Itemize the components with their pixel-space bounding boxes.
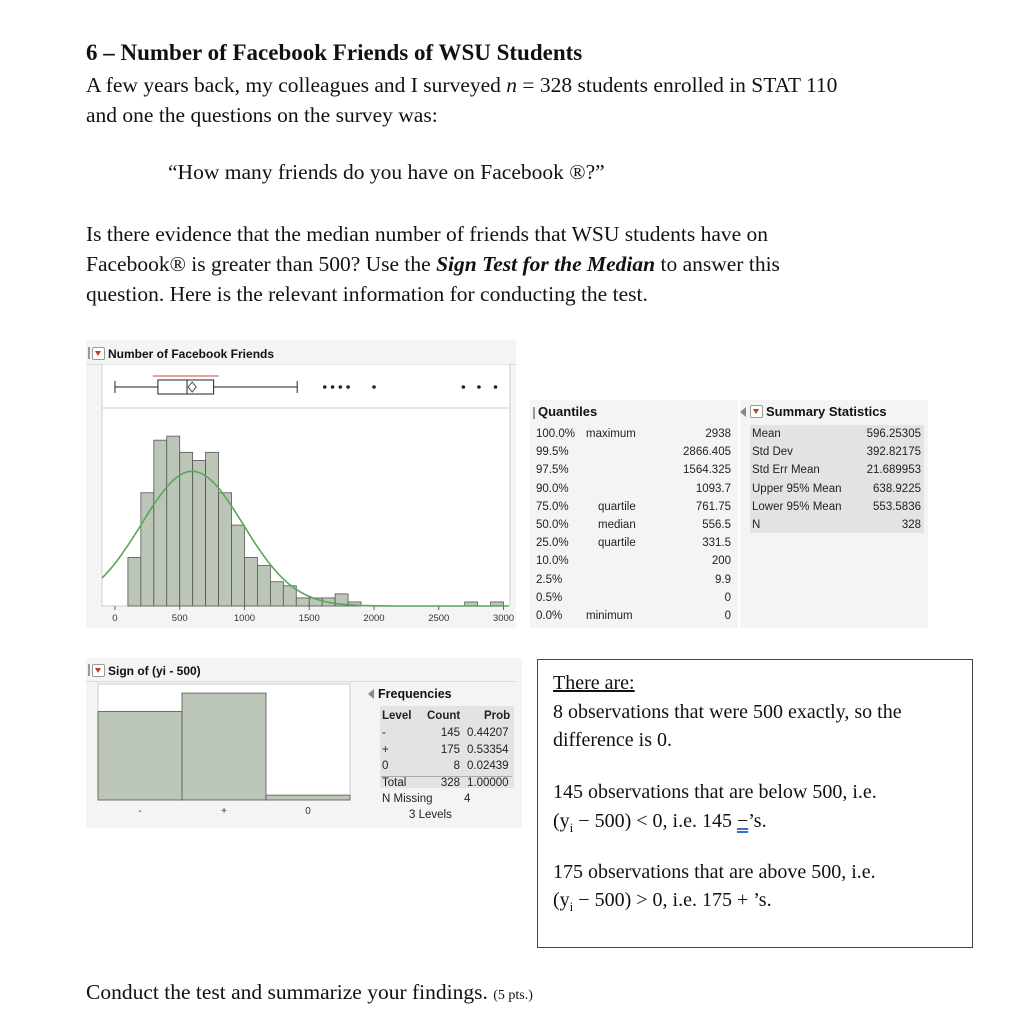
note-line: 145 observations that are below 500, i.e. [553,781,877,803]
summary-label: Mean [752,428,781,440]
sign-panel-header [86,661,516,682]
quantile-label: minimum [586,610,633,622]
outlier-point [331,385,335,389]
freq-count: 175 [440,743,460,756]
quantile-pct: 100.0% [536,428,576,440]
sign-bar [182,693,266,800]
note-line: $(y_i - 500) > 0$, i.e. 175 + ’s. [553,889,772,914]
quantile-value: 1093.7 [695,482,731,495]
summary-value: 328 [901,519,921,531]
freq-prob: 0.02439 [467,760,509,772]
quantile-pct: 0.0% [536,610,563,622]
summary-value: 596.25305 [866,428,921,440]
x-tick-label: 1000 [233,613,256,624]
survey-quote: “How many friends do you have on Facebook ®?” [168,160,605,184]
box-iqr [158,380,214,394]
quantile-value: 2938 [705,428,731,440]
freq-count: 328 [440,776,460,789]
outlier-point [494,385,498,389]
summary-label: Std Dev [752,446,793,459]
levels-count: 3 Levels [409,809,452,821]
summary-label: Lower 95% Mean [752,500,842,513]
quantile-label: median [598,519,636,531]
x-tick-label: 500 [171,613,188,624]
x-tick-label: 0 [112,613,118,624]
histogram-bar [167,436,180,606]
quantile-value: 331.5 [702,537,731,550]
histogram-bar [257,566,270,606]
histogram-bar [206,452,219,606]
outlier-point [346,385,350,389]
summary-value: 553.5836 [873,500,921,513]
quantile-value: 761.75 [695,500,731,513]
panel-left-bar [88,347,90,359]
quantile-pct: 0.5% [536,591,563,604]
disclosure-icon[interactable] [368,689,374,699]
quantile-pct: 50.0% [536,519,569,531]
quantile-pct: 75.0% [536,500,569,513]
red-triangle-menu-icon[interactable] [750,405,763,418]
red-triangle-menu-icon[interactable] [92,347,105,360]
x-tick-label: 2500 [428,613,450,624]
col-prob: Prob [484,710,511,722]
note-line: 8 observations that were 500 exactly, so the [553,701,902,723]
sign-category-label: - [138,806,142,817]
histogram-chart [86,364,516,628]
quantile-value: 9.9 [715,573,731,586]
freq-prob: 1.00000 [467,776,509,789]
freq-prob: 0.53354 [467,743,509,756]
sign-bar [266,795,350,800]
disclosure-icon[interactable] [740,407,746,417]
freq-count: 8 [453,760,460,772]
sign-category-label: 0 [305,806,311,817]
outlier-point [477,385,481,389]
red-triangle-menu-icon[interactable] [92,664,105,677]
notes-box [537,659,973,948]
histogram-bar [180,452,193,606]
notes-heading: There are: [553,672,635,694]
summary-label: N [752,519,761,531]
summary-label: Std Err Mean [752,464,820,477]
histogram-bar [154,440,167,606]
freq-count: 145 [440,727,460,739]
histogram-bar [193,460,206,606]
outlier-point [462,385,466,389]
quantile-label: maximum [586,428,636,440]
x-tick-label: 3000 [492,613,515,624]
quantile-pct: 25.0% [536,537,569,550]
x-tick-label: 2000 [363,613,385,624]
summary-label: Upper 95% Mean [752,482,842,495]
summary-value: 392.82175 [866,446,921,459]
quantile-pct: 90.0% [536,482,569,495]
freq-level: Total [382,776,407,789]
frequencies-header: Frequencies [368,687,452,701]
col-level: Level [382,710,412,722]
sign-bar-chart [86,682,356,828]
quantile-pct: 99.5% [536,446,569,459]
quantile-pct: 97.5% [536,464,569,477]
quantile-pct: 2.5% [536,573,563,586]
intro-text: A few years back, my colleagues and I surveyed n = 328 students enrolled in STAT 110 and one the questions on the survey was: [86,73,838,127]
problem-title: 6 – Number of Facebook Friends of WSU Students [86,40,583,65]
note-line: 175 observations that are above 500, i.e. [553,861,876,883]
outlier-point [372,385,376,389]
histogram-title: Number of Facebook Friends [108,347,275,361]
histogram-bar [270,582,283,606]
quantile-value: 556.5 [702,519,731,531]
histogram-bar [244,557,257,606]
histogram-bar [219,493,232,606]
footer-instruction: Conduct the test and summarize your findings. (5 pts.) [86,980,533,1004]
outlier-point [323,385,327,389]
sign-bar [98,711,182,800]
histogram-bar [232,525,245,606]
quantile-value: 2866.405 [683,446,731,459]
outlier-point [339,385,343,389]
quantile-value: 0 [724,591,731,604]
summary-value: 21.689953 [866,464,921,477]
quantile-value: 200 [711,555,731,568]
total-divider [381,776,512,777]
quantile-value: 0 [724,610,731,622]
histogram-bar [128,557,141,606]
n-missing-value: 4 [464,793,471,805]
histogram-panel-header [86,344,516,365]
summary-value: 638.9225 [873,482,921,495]
sign-title: Sign of (yi - 500) [108,664,201,678]
histogram-bar [296,598,309,606]
x-tick-label: 1500 [298,613,320,624]
quantiles-header: Quantiles [533,404,597,419]
note-line: $(y_i - 500) < 0$, i.e. 145 −’s. [553,810,767,835]
freq-level: - [382,727,386,739]
quantile-label: quartile [598,500,636,513]
freq-level: + [382,743,389,756]
summary-header: Summary Statistics [740,404,887,419]
col-count: Count [427,710,461,722]
quantile-label: quartile [598,537,636,550]
sign-category-label: + [221,806,227,817]
histogram-bar [141,493,154,606]
quantile-value: 1564.325 [683,464,731,477]
question-text: Is there evidence that the median number of friends that WSU students have on Facebook® is greater than 500? Use the Sign Test for the Median to answer this question. Here is the relevant information for conducting the test. [86,222,780,306]
summary-table-bg [750,425,924,533]
note-line: difference is 0. [553,729,673,751]
freq-prob: 0.44207 [467,727,509,739]
n-missing-label: N Missing [382,793,433,805]
quantile-pct: 10.0% [536,555,569,568]
freq-level: 0 [382,760,389,772]
